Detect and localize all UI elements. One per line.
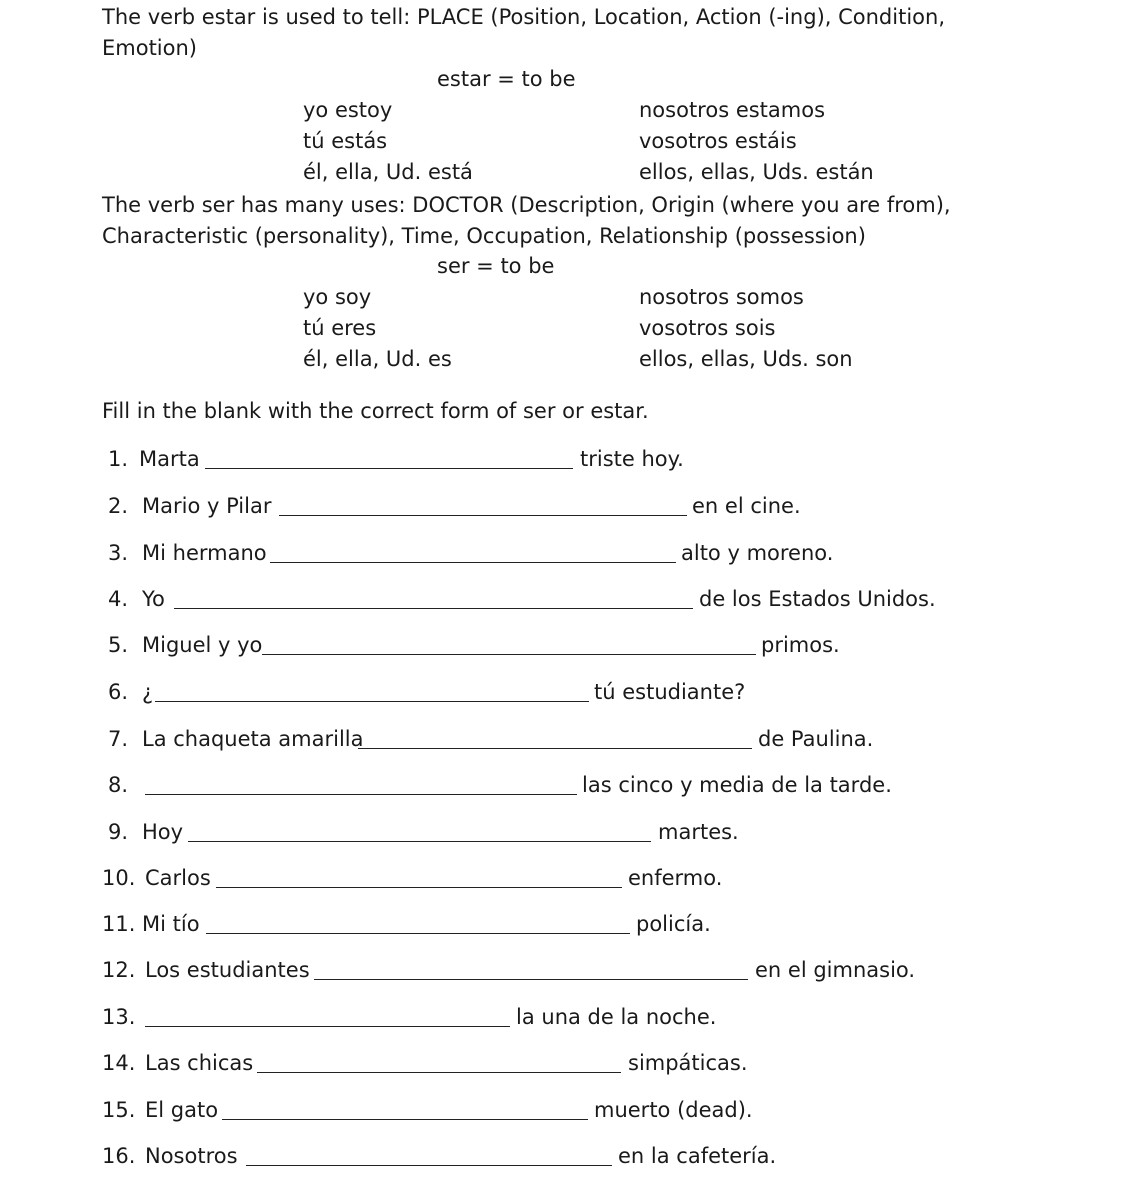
answer-blank[interactable]: [216, 887, 622, 888]
item-number: 1.: [108, 447, 129, 471]
item-number: 8.: [108, 773, 129, 797]
item-prompt: Mario y Pilar: [142, 494, 272, 518]
item-completion: muerto (dead).: [594, 1098, 753, 1122]
item-completion: de Paulina.: [758, 727, 874, 751]
ser-nosotros: nosotros somos: [639, 285, 804, 309]
answer-blank[interactable]: [257, 1072, 621, 1073]
item-number: 10.: [102, 866, 136, 890]
answer-blank[interactable]: [145, 794, 577, 795]
item-prompt: Mi tío: [142, 912, 200, 936]
item-completion: la una de la noche.: [516, 1005, 717, 1029]
estar-tu: tú estás: [303, 129, 388, 153]
answer-blank[interactable]: [174, 608, 693, 609]
answer-blank[interactable]: [222, 1119, 588, 1120]
item-completion: triste hoy.: [580, 447, 684, 471]
item-prompt: Yo: [142, 587, 165, 611]
item-prompt: Nosotros: [145, 1144, 238, 1168]
item-prompt: Los estudiantes: [145, 958, 310, 982]
answer-blank[interactable]: [206, 933, 630, 934]
item-completion: tú estudiante?: [594, 680, 746, 704]
item-prompt: La chaqueta amarilla: [142, 727, 364, 751]
estar-heading: estar = to be: [437, 67, 576, 91]
item-number: 6.: [108, 680, 129, 704]
item-number: 5.: [108, 633, 129, 657]
item-completion: las cinco y media de la tarde.: [582, 773, 892, 797]
item-prompt: Marta: [139, 447, 200, 471]
answer-blank[interactable]: [205, 468, 573, 469]
estar-ellos: ellos, ellas, Uds. están: [639, 160, 874, 184]
answer-blank[interactable]: [262, 654, 756, 655]
item-number: 16.: [102, 1144, 136, 1168]
item-number: 9.: [108, 820, 129, 844]
answer-blank[interactable]: [188, 841, 651, 842]
item-completion: alto y moreno.: [681, 541, 834, 565]
item-completion: simpáticas.: [628, 1051, 748, 1075]
answer-blank[interactable]: [155, 701, 589, 702]
ser-yo: yo soy: [303, 285, 372, 309]
answer-blank[interactable]: [358, 748, 752, 749]
estar-intro: The verb estar is used to tell: PLACE (Position, Location, Action (-ing), Condition, Emotion): [102, 5, 945, 60]
item-completion: en el gimnasio.: [755, 958, 916, 982]
item-prompt: Hoy: [142, 820, 184, 844]
item-prompt: Carlos: [145, 866, 211, 890]
ser-intro: The verb ser has many uses: DOCTOR (Description, Origin (where you are from), Characteristic (personality), Time, Occupation, Relationship (possession): [102, 193, 951, 248]
item-prompt: Las chicas: [145, 1051, 254, 1075]
estar-el: él, ella, Ud. está: [303, 160, 473, 184]
item-number: 11.: [102, 912, 136, 936]
item-number: 3.: [108, 541, 129, 565]
item-number: 13.: [102, 1005, 136, 1029]
exercise-instruction: Fill in the blank with the correct form of ser or estar.: [102, 399, 649, 423]
item-number: 12.: [102, 958, 136, 982]
item-completion: martes.: [658, 820, 739, 844]
item-completion: enfermo.: [628, 866, 723, 890]
ser-vosotros: vosotros sois: [639, 316, 776, 340]
estar-yo: yo estoy: [303, 98, 393, 122]
item-prompt: Miguel y yo: [142, 633, 263, 657]
item-completion: en el cine.: [692, 494, 801, 518]
item-number: 14.: [102, 1051, 136, 1075]
answer-blank[interactable]: [314, 979, 748, 980]
answer-blank[interactable]: [246, 1165, 612, 1166]
item-number: 7.: [108, 727, 129, 751]
answer-blank[interactable]: [279, 515, 687, 516]
item-prompt: ¿: [142, 680, 154, 704]
item-number: 4.: [108, 587, 129, 611]
ser-ellos: ellos, ellas, Uds. son: [639, 347, 853, 371]
item-prompt: Mi hermano: [142, 541, 267, 565]
estar-vosotros: vosotros estáis: [639, 129, 797, 153]
answer-blank[interactable]: [270, 562, 676, 563]
answer-blank[interactable]: [145, 1026, 510, 1027]
ser-tu: tú eres: [303, 316, 377, 340]
estar-nosotros: nosotros estamos: [639, 98, 826, 122]
item-prompt: El gato: [145, 1098, 219, 1122]
ser-el: él, ella, Ud. es: [303, 347, 452, 371]
item-completion: primos.: [761, 633, 840, 657]
item-completion: en la cafetería.: [618, 1144, 777, 1168]
item-completion: de los Estados Unidos.: [699, 587, 936, 611]
ser-heading: ser = to be: [437, 254, 555, 278]
item-completion: policía.: [636, 912, 711, 936]
item-number: 2.: [108, 494, 129, 518]
item-number: 15.: [102, 1098, 136, 1122]
